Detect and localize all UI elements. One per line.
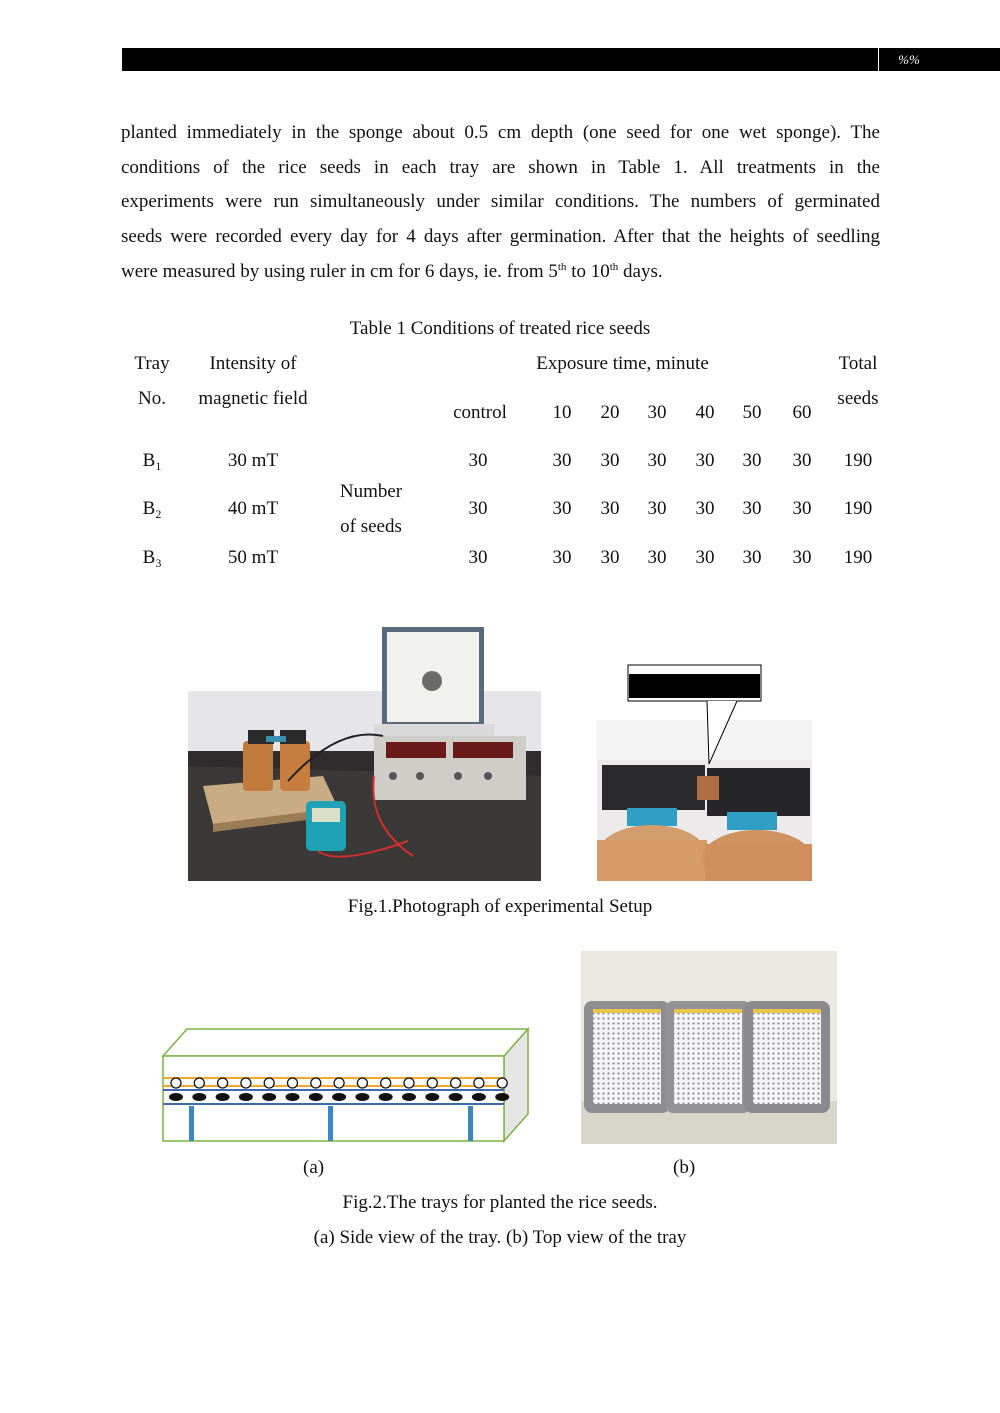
table-row-intensity: 40 mT	[227, 498, 279, 519]
fig2-label-b: (b)	[673, 1157, 696, 1178]
sponge-hole-circle	[288, 1078, 298, 1088]
fig2-caption: Fig.2.The trays for planted the rice seeds.	[342, 1192, 658, 1213]
sponge-hole-circle	[381, 1078, 391, 1088]
rice-seed-oval	[379, 1093, 393, 1101]
table-cell: 30	[695, 498, 715, 519]
table-cell: 30	[742, 547, 762, 568]
column-header: 40	[695, 402, 715, 423]
table-cell: 30	[468, 547, 488, 568]
rice-seed-oval	[286, 1093, 300, 1101]
rice-seed-oval	[192, 1093, 206, 1101]
header-tray-1: Tray	[134, 353, 170, 374]
paragraph-line: seeds were recorded every day for 4 days after germination. After that the heights of seedling	[121, 226, 880, 248]
rice-seed-oval	[262, 1093, 276, 1101]
table-cell: 30	[647, 547, 667, 568]
sponge-hole-circle	[427, 1078, 437, 1088]
table-cell: 30	[792, 547, 812, 568]
table-caption: Table 1 Conditions of treated rice seeds	[349, 318, 651, 339]
sponge-hole-circle	[264, 1078, 274, 1088]
column-header: 60	[792, 402, 812, 423]
column-header: 20	[600, 402, 620, 423]
sponge-hole-circle	[171, 1078, 181, 1088]
rice-seed-oval	[425, 1093, 439, 1101]
fig2-label-a: (a)	[303, 1157, 325, 1178]
table-cell: 30	[742, 498, 762, 519]
table-cell: 30	[647, 498, 667, 519]
table-cell: 30	[695, 450, 715, 471]
table-cell: 30	[552, 450, 572, 471]
running-header-bar	[122, 48, 1000, 71]
table-cell: 30	[647, 450, 667, 471]
rice-seed-oval	[402, 1093, 416, 1101]
rice-seed-oval	[309, 1093, 323, 1101]
sponge-hole-circle	[311, 1078, 321, 1088]
table-cell: 30	[552, 498, 572, 519]
body-paragraph	[121, 116, 880, 290]
rice-seed-oval	[169, 1093, 183, 1101]
table-row-tray: $B_3$	[142, 547, 162, 570]
sponge-hole-circle	[357, 1078, 367, 1088]
tray-top-view-photo	[581, 951, 837, 1144]
rice-seed-oval	[355, 1093, 369, 1101]
setup-photo	[188, 626, 541, 881]
sponge-hole-circle	[194, 1078, 204, 1088]
table-row-total: 190	[843, 450, 873, 471]
sponge-hole-circle	[218, 1078, 228, 1088]
sponge-hole-circle	[404, 1078, 414, 1088]
sponge-hole-circle	[497, 1078, 507, 1088]
column-header: 50	[742, 402, 762, 423]
table-row-tray: $B_2$	[142, 498, 162, 521]
header-intensity-1: Intensity of	[209, 353, 297, 374]
rice-seed-oval	[332, 1093, 346, 1101]
paragraph-line-last: were measured by using ruler in cm for 6 days, ie. from 5th to 10th days.	[121, 260, 663, 282]
column-header: 10	[552, 402, 572, 423]
paragraph-line: experiments were run simultaneously under similar conditions. The numbers of germinated	[121, 191, 880, 213]
rice-seed-oval	[239, 1093, 253, 1101]
rice-seed-oval	[449, 1093, 463, 1101]
header-total-1: Total	[838, 353, 878, 374]
table-row-tray: $B_1$	[142, 450, 162, 473]
tray-side-view-diagram	[160, 1026, 532, 1144]
table-cell: 30	[600, 498, 620, 519]
table-cell: 30	[742, 450, 762, 471]
header-tray-2: No.	[138, 388, 166, 409]
table-cell: 30	[600, 547, 620, 568]
fig1-caption: Fig.1.Photograph of experimental Setup	[347, 896, 653, 917]
running-header-mark: %%	[878, 48, 939, 71]
sponge-hole-circle	[334, 1078, 344, 1088]
table-row-intensity: 50 mT	[227, 547, 279, 568]
table-cell: 30	[792, 498, 812, 519]
sponge-hole-circle	[451, 1078, 461, 1088]
paragraph-line: planted immediately in the sponge about 0.5 cm depth (one seed for one wet sponge). The	[121, 122, 880, 143]
sponge-hole-circle	[241, 1078, 251, 1088]
table-cell: 30	[695, 547, 715, 568]
table-cell: 30	[600, 450, 620, 471]
header-exposure: Exposure time, minute	[536, 353, 709, 374]
table-cell: 30	[468, 450, 488, 471]
column-header: 30	[647, 402, 667, 423]
fig2-subcaption: (a) Side view of the tray. (b) Top view of the tray	[313, 1227, 687, 1248]
paragraph-line: conditions of the rice seeds in each tray are shown in Table 1. All treatments in the	[121, 156, 880, 178]
rice-seed-oval	[472, 1093, 486, 1101]
number-of-seeds-label-2: of seeds	[340, 516, 402, 537]
sponge-hole-circle	[474, 1078, 484, 1088]
table-row-total: 190	[843, 498, 873, 519]
table-cell: 30	[552, 547, 572, 568]
table-row-intensity: 30 mT	[227, 450, 279, 471]
table-cell: 30	[468, 498, 488, 519]
table-row-total: 190	[843, 547, 873, 568]
rice-seed-oval	[495, 1093, 509, 1101]
header-total-2: seeds	[837, 388, 879, 409]
table-cell: 30	[792, 450, 812, 471]
callout-box	[627, 664, 762, 770]
header-intensity-2: magnetic field	[198, 388, 308, 409]
rice-seed-oval	[216, 1093, 230, 1101]
number-of-seeds-label-1: Number	[339, 481, 403, 502]
column-header: control	[453, 402, 507, 423]
